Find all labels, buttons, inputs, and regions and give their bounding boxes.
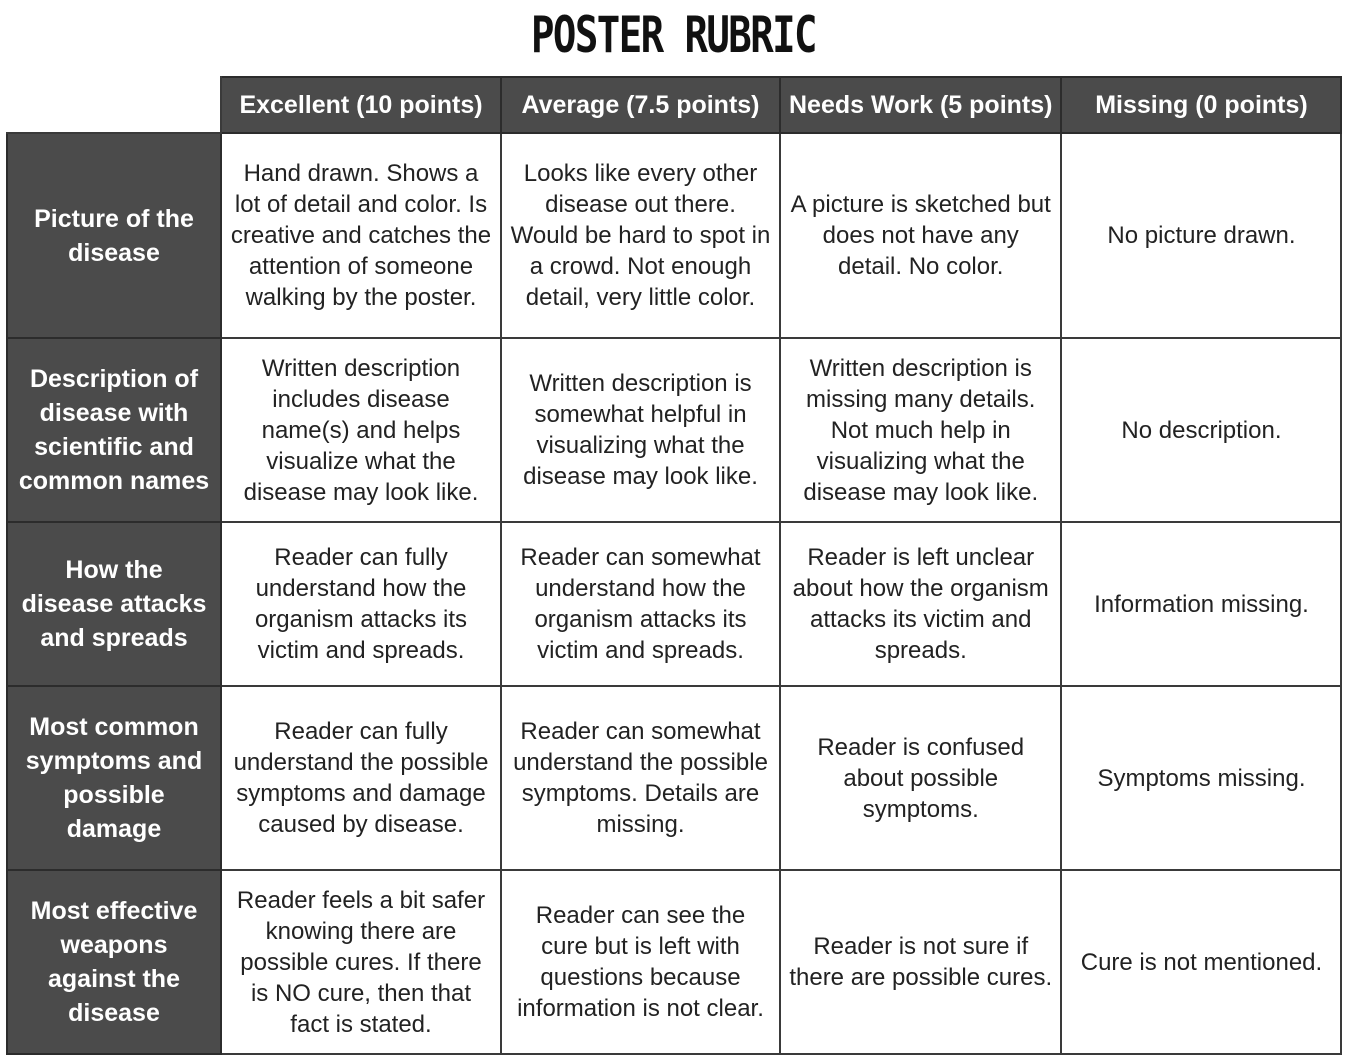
rubric-cell: Reader can somewhat understand the possible symptoms. Details are missing. bbox=[501, 686, 780, 870]
rubric-cell: Reader can fully understand the possible symptoms and damage caused by disease. bbox=[221, 686, 501, 870]
table-row bbox=[7, 338, 1341, 522]
rubric-cell: No description. bbox=[1061, 338, 1341, 522]
rubric-cell: Written description includes disease name(s) and helps visualize what the disease may look like. bbox=[221, 338, 501, 522]
row-header-symptoms: Most common symptoms and possible damage bbox=[7, 686, 221, 870]
table-row bbox=[7, 870, 1341, 1054]
column-header-missing: Missing (0 points) bbox=[1061, 77, 1341, 133]
row-header-description: Description of disease with scientific and common names bbox=[7, 338, 221, 522]
header-row bbox=[7, 77, 1341, 133]
rubric-table bbox=[6, 76, 1342, 1055]
rubric-cell: Reader can fully understand how the organism attacks its victim and spreads. bbox=[221, 522, 501, 686]
rubric-cell: Reader is left unclear about how the organism attacks its victim and spreads. bbox=[780, 522, 1061, 686]
table-row bbox=[7, 133, 1341, 338]
rubric-cell: Reader feels a bit safer knowing there are possible cures. If there is NO cure, then that fact is stated. bbox=[221, 870, 501, 1054]
column-header-average: Average (7.5 points) bbox=[501, 77, 780, 133]
row-header-picture: Picture of the disease bbox=[7, 133, 221, 338]
corner-cell bbox=[7, 77, 221, 133]
table-row bbox=[7, 522, 1341, 686]
rubric-cell: Reader can somewhat understand how the organism attacks its victim and spreads. bbox=[501, 522, 780, 686]
rubric-cell: Reader is confused about possible symptoms. bbox=[780, 686, 1061, 870]
row-header-attacks-spreads: How the disease attacks and spreads bbox=[7, 522, 221, 686]
rubric-cell: No picture drawn. bbox=[1061, 133, 1341, 338]
rubric-cell: Information missing. bbox=[1061, 522, 1341, 686]
rubric-cell: Reader can see the cure but is left with questions because information is not clear. bbox=[501, 870, 780, 1054]
rubric-cell: Looks like every other disease out there. Would be hard to spot in a crowd. Not enough detail, very little color. bbox=[501, 133, 780, 338]
column-header-needs-work: Needs Work (5 points) bbox=[780, 77, 1061, 133]
rubric-cell: Hand drawn. Shows a lot of detail and color. Is creative and catches the attention of someone walking by the poster. bbox=[221, 133, 501, 338]
column-header-excellent: Excellent (10 points) bbox=[221, 77, 501, 133]
rubric-cell: Symptoms missing. bbox=[1061, 686, 1341, 870]
rubric-cell: Reader is not sure if there are possible cures. bbox=[780, 870, 1061, 1054]
table-row bbox=[7, 686, 1341, 870]
rubric-cell: Written description is missing many details. Not much help in visualizing what the disease may look like. bbox=[780, 338, 1061, 522]
rubric-cell: Cure is not mentioned. bbox=[1061, 870, 1341, 1054]
page-title: POSTER RUBRIC bbox=[531, 6, 816, 64]
row-header-weapons: Most effective weapons against the disease bbox=[7, 870, 221, 1054]
rubric-cell: Written description is somewhat helpful in visualizing what the disease may look like. bbox=[501, 338, 780, 522]
rubric-cell: A picture is sketched but does not have any detail. No color. bbox=[780, 133, 1061, 338]
